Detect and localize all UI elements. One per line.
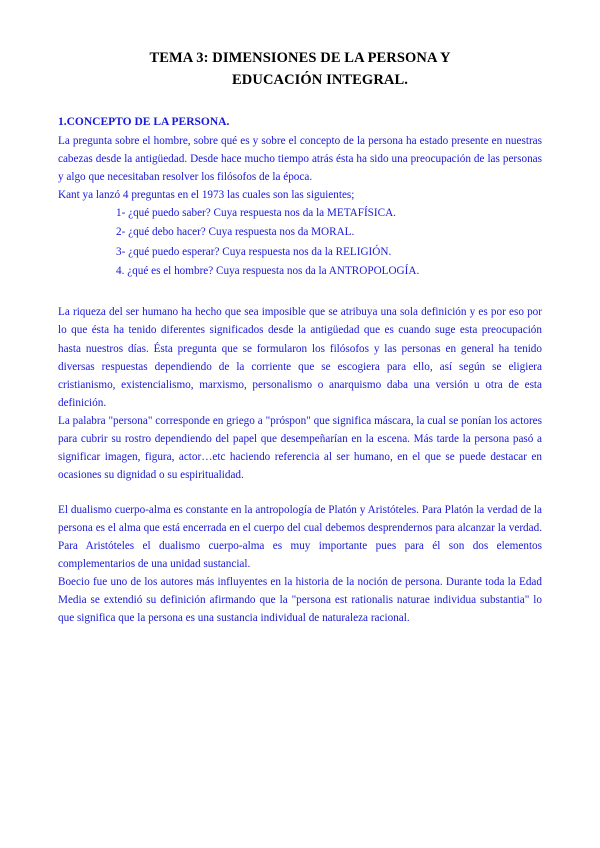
paragraph-6: Boecio fue uno de los autores más influyentes en la historia de la noción de persona. Durante toda la Edad Media se extendió su definición afirmando que la "persona est rationalis naturae individua substantia" lo que significa que la persona es una sustancia individual de naturaleza racional. — [58, 576, 542, 625]
list-item: 1- ¿qué puedo saber? Cuya respuesta nos da la METAFÍSICA. — [116, 207, 396, 220]
spacer — [58, 281, 542, 303]
paragraph-4: La palabra "persona" corresponde en griego a "próspon" que significa máscara, la cual se ponían los actores para cubrir su rostro dependiendo del papel que desempeñarían en la escena. Más tarde la persona pasó a significar imagen, figura, actor…etc haciendo referencia al ser humano, en el que se puede destacar en ocasiones su dignidad o su espiritualidad. — [58, 415, 542, 482]
page-title-line-2: EDUCACIÓN INTEGRAL. — [232, 71, 408, 88]
questions-list — [58, 204, 542, 281]
section-heading: 1.CONCEPTO DE LA PERSONA. — [58, 115, 230, 128]
paragraph-5: El dualismo cuerpo-alma es constante en la antropología de Platón y Aristóteles. Para Platón la verdad de la persona es el alma que está encerrada en el cuerpo del cual debemos desprendernos para alcanzar la verdad. Para Aristóteles el dualismo cuerpo-alma es muy importante pues para él son dos elementos complementarios de una unidad sustancial. — [58, 503, 542, 571]
page-title-line-1: TEMA 3: DIMENSIONES DE LA PERSONA Y — [149, 50, 451, 66]
list-item: 2- ¿qué debo hacer? Cuya respuesta nos da MORAL. — [116, 226, 355, 239]
paragraph-2: Kant ya lanzó 4 preguntas en el 1973 las cuales son las siguientes; — [58, 189, 355, 202]
spacer — [58, 485, 542, 501]
paragraph-3: La riqueza del ser humano ha hecho que sea imposible que se atribuya una sola definición y es por eso por lo que ésta ha tenido diferentes significados desde la antigüedad que es cuando suge esta preocupación hasta nuestros días. Ésta pregunta que se formularon los filósofos y las personas en general ha tenido diversas respuestas dependiendo de la corriente que se escogiera para ello, así según se eligiera cristianismo, existencialismo, marxismo, personalismo o anarquismo daba una versión u otra de esta definición. — [58, 306, 542, 409]
paragraph-1: La pregunta sobre el hombre, sobre qué es y sobre el concepto de la persona ha estado presente en nuestras cabezas desde la antigüedad. Desde hace mucho tiempo atrás ésta ha sido una preocupación de las personas y algo que necesitaban resolver los filósofos de la época. — [58, 134, 542, 183]
list-item: 4. ¿qué es el hombre? Cuya respuesta nos da la ANTROPOLOGÍA. — [116, 264, 420, 277]
list-item: 3- ¿qué puedo esperar? Cuya respuesta nos da la RELIGIÓN. — [116, 245, 392, 258]
page-title — [58, 48, 542, 92]
